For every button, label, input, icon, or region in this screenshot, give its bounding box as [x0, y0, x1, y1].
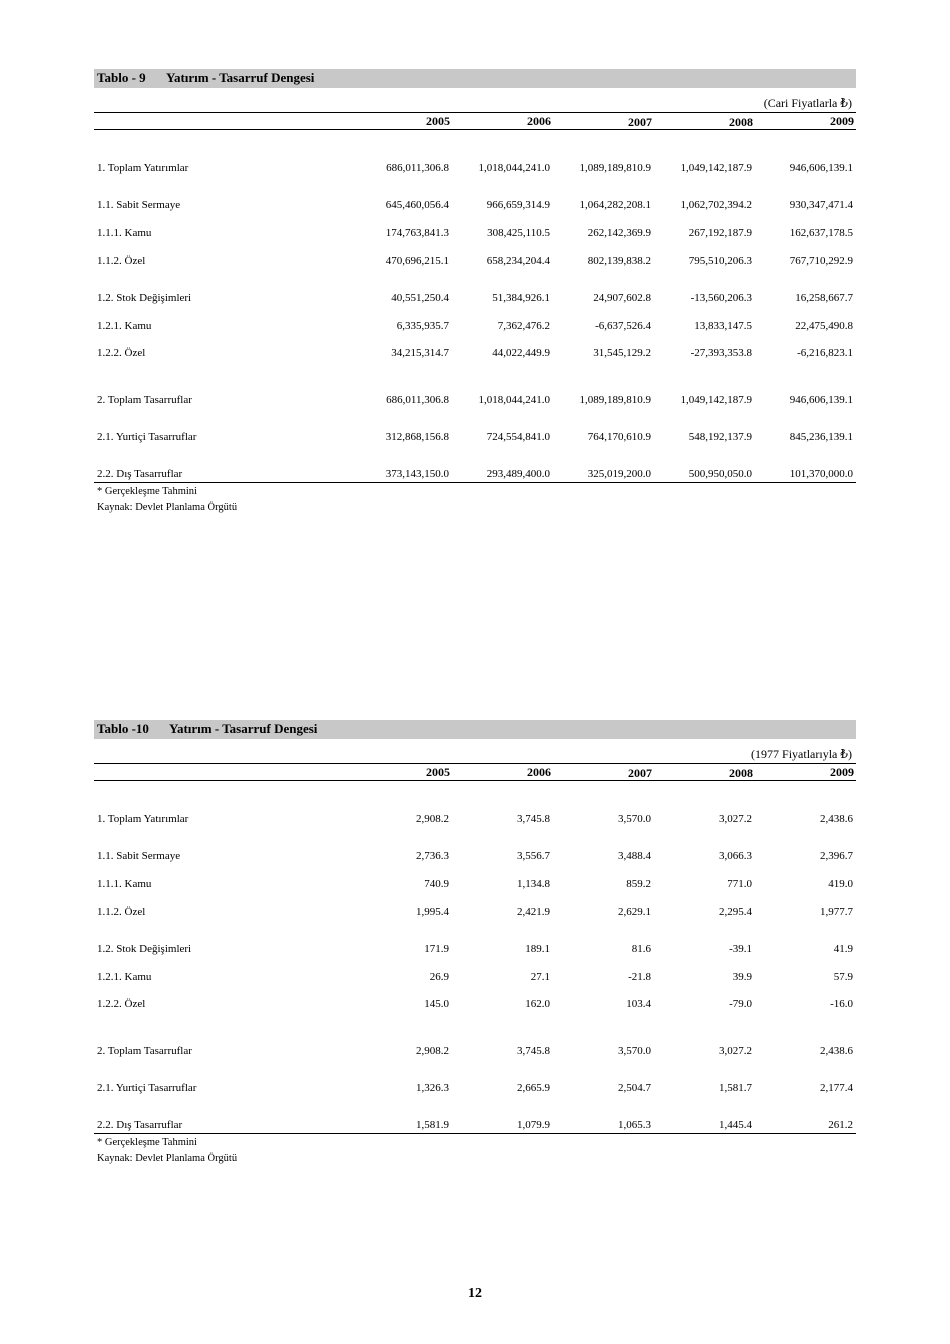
table-cell: 262,142,369.9	[587, 227, 651, 239]
table-cell: 26.9	[429, 971, 449, 983]
table-cell: 189.1	[525, 943, 550, 955]
table-cell: 3,570.0	[618, 813, 651, 825]
table-cell: 548,192,137.9	[688, 431, 752, 443]
table-cell: 3,066.3	[719, 850, 752, 862]
table-cell: 162.0	[525, 998, 550, 1010]
year-header: 2009	[830, 114, 854, 128]
row-label: 2. Toplam Tasarruflar	[97, 394, 192, 406]
footnote: * Gerçekleşme Tahmini	[97, 486, 197, 497]
table-cell: 293,489,400.0	[486, 468, 550, 480]
table-cell: 1,995.4	[416, 906, 449, 918]
table-cell: 41.9	[833, 943, 853, 955]
row-label: 1.1.2. Özel	[97, 906, 146, 918]
table-cell: 686,011,306.8	[386, 394, 449, 406]
year-header: 2007	[628, 115, 652, 129]
table-cell: 24,907,602.8	[593, 292, 651, 304]
table-1	[94, 69, 856, 519]
table-title-bar	[94, 69, 856, 88]
table-cell: 3,745.8	[517, 813, 550, 825]
table-cell: 44,022,449.9	[492, 347, 550, 359]
table-cell: 1,089,189,810.9	[579, 162, 651, 174]
table-cell: 1,049,142,187.9	[680, 394, 752, 406]
table-cell: 1,581.7	[719, 1082, 752, 1094]
table-cell: 1,065.3	[618, 1119, 651, 1131]
row-label: 1.1.1. Kamu	[97, 227, 152, 239]
unit-note: (1977 Fiyatlarıyla ₺)	[751, 747, 852, 761]
table-cell: 261.2	[828, 1119, 853, 1131]
year-header: 2008	[729, 766, 753, 780]
year-header: 2006	[527, 114, 551, 128]
table-cell: 1,581.9	[416, 1119, 449, 1131]
table-cell: 57.9	[833, 971, 853, 983]
table-cell: 802,139,838.2	[587, 255, 651, 267]
table-cell: 645,460,056.4	[385, 199, 449, 211]
source-note: Kaynak: Devlet Planlama Örgütü	[97, 502, 238, 513]
table-cell: -16.0	[830, 998, 853, 1010]
table-cell: 1,062,702,394.2	[680, 199, 752, 211]
year-header: 2005	[426, 114, 450, 128]
table-cell: 308,425,110.5	[487, 227, 550, 239]
table-cell: 1,079.9	[517, 1119, 550, 1131]
table-cell: 3,556.7	[517, 850, 550, 862]
table-cell: 1,977.7	[820, 906, 853, 918]
row-label: 2.2. Dış Tasarruflar	[97, 1119, 183, 1131]
table-cell: 771.0	[727, 878, 752, 890]
table-cell: 2,629.1	[618, 906, 651, 918]
table-cell: -13,560,206.3	[690, 292, 752, 304]
row-label: 1.2.2. Özel	[97, 347, 146, 359]
table-cell: 1,445.4	[719, 1119, 752, 1131]
table-cell: 2,504.7	[618, 1082, 651, 1094]
row-label: 1.1.1. Kamu	[97, 878, 152, 890]
table-cell: -6,216,823.1	[797, 347, 853, 359]
table-cell: 39.9	[732, 971, 752, 983]
table-cell: 1,018,044,241.0	[478, 162, 550, 174]
table-cell: 22,475,490.8	[795, 320, 853, 332]
unit-note: (Cari Fiyatlarla ₺)	[763, 96, 852, 110]
table-cell: 13,833,147.5	[694, 320, 752, 332]
row-label: 1. Toplam Yatırımlar	[97, 813, 189, 825]
table-cell: -39.1	[729, 943, 752, 955]
table-cell: 1,049,142,187.9	[680, 162, 752, 174]
table-cell: 103.4	[626, 998, 651, 1010]
table-cell: 1,326.3	[416, 1082, 449, 1094]
header-top-rule	[94, 112, 856, 113]
year-header: 2005	[426, 765, 450, 779]
table-cell: 3,570.0	[618, 1045, 651, 1057]
year-header: 2006	[527, 765, 551, 779]
table-cell: 373,143,150.0	[385, 468, 449, 480]
table-cell: 40,551,250.4	[391, 292, 449, 304]
table-cell: -79.0	[729, 998, 752, 1010]
table-cell: 2,908.2	[416, 813, 449, 825]
table-cell: 946,606,139.1	[789, 394, 853, 406]
table-cell: 2,438.6	[820, 1045, 853, 1057]
row-label: 2.2. Dış Tasarruflar	[97, 468, 183, 480]
table-cell: 419.0	[828, 878, 853, 890]
table-cell: 966,659,314.9	[486, 199, 550, 211]
table-cell: 2,421.9	[517, 906, 550, 918]
table-cell: 845,236,139.1	[789, 431, 853, 443]
table-cell: 81.6	[631, 943, 651, 955]
table-cell: 145.0	[424, 998, 449, 1010]
table-cell: 3,027.2	[719, 1045, 752, 1057]
table-bottom-rule	[94, 1133, 856, 1134]
table-cell: 859.2	[626, 878, 651, 890]
row-label: 1.2.1. Kamu	[97, 971, 152, 983]
table-cell: 500,950,050.0	[688, 468, 752, 480]
year-header: 2009	[830, 765, 854, 779]
source-note: Kaynak: Devlet Planlama Örgütü	[97, 1153, 238, 1164]
table-cell: 16,258,667.7	[795, 292, 853, 304]
table-title: Yatırım - Tasarruf Dengesi	[169, 721, 318, 736]
table-cell: 2,396.7	[820, 850, 853, 862]
page-number: 12	[468, 1286, 482, 1301]
footnote: * Gerçekleşme Tahmini	[97, 1137, 197, 1148]
row-label: 1.1. Sabit Sermaye	[97, 850, 181, 862]
header-top-rule	[94, 763, 856, 764]
row-label: 1.2. Stok Değişimleri	[97, 943, 192, 955]
table-cell: 27.1	[530, 971, 550, 983]
row-label: 2.1. Yurtiçi Tasarruflar	[97, 431, 197, 443]
table-cell: 3,488.4	[618, 850, 651, 862]
year-header: 2008	[729, 115, 753, 129]
table-cell: 1,089,189,810.9	[579, 394, 651, 406]
table-number: Tablo -10	[97, 721, 149, 736]
table-cell: 1,018,044,241.0	[478, 394, 550, 406]
row-label: 2. Toplam Tasarruflar	[97, 1045, 192, 1057]
row-label: 1.1. Sabit Sermaye	[97, 199, 181, 211]
table-cell: 31,545,129.2	[593, 347, 651, 359]
table-cell: 267,192,187.9	[688, 227, 752, 239]
table-cell: -27,393,353.8	[690, 347, 752, 359]
header-bottom-rule	[94, 780, 856, 781]
table-cell: -6,637,526.4	[595, 320, 651, 332]
row-label: 1. Toplam Yatırımlar	[97, 162, 189, 174]
year-header: 2007	[628, 766, 652, 780]
table-cell: 312,868,156.8	[385, 431, 449, 443]
table-cell: 2,177.4	[820, 1082, 853, 1094]
table-cell: 686,011,306.8	[386, 162, 449, 174]
table-cell: 470,696,215.1	[385, 255, 449, 267]
table-cell: 3,027.2	[719, 813, 752, 825]
table-cell: 174,763,841.3	[385, 227, 449, 239]
table-cell: 767,710,292.9	[789, 255, 853, 267]
row-label: 1.1.2. Özel	[97, 255, 146, 267]
table-cell: 51,384,926.1	[492, 292, 550, 304]
table-cell: 795,510,206.3	[688, 255, 752, 267]
table-cell: 2,438.6	[820, 813, 853, 825]
row-label: 1.2. Stok Değişimleri	[97, 292, 192, 304]
table-cell: 2,665.9	[517, 1082, 550, 1094]
table-title-bar	[94, 720, 856, 739]
table-cell: 658,234,204.4	[486, 255, 550, 267]
row-label: 1.2.1. Kamu	[97, 320, 152, 332]
table-cell: 946,606,139.1	[789, 162, 853, 174]
row-label: 2.1. Yurtiçi Tasarruflar	[97, 1082, 197, 1094]
table-cell: 1,134.8	[517, 878, 550, 890]
table-cell: 724,554,841.0	[486, 431, 550, 443]
table-number: Tablo - 9	[97, 70, 146, 85]
table-cell: 6,335,935.7	[396, 320, 449, 332]
table-cell: 3,745.8	[517, 1045, 550, 1057]
table-title: Yatırım - Tasarruf Dengesi	[166, 70, 315, 85]
row-label: 1.2.2. Özel	[97, 998, 146, 1010]
table-cell: 171.9	[424, 943, 449, 955]
header-bottom-rule	[94, 129, 856, 130]
table-cell: 325,019,200.0	[587, 468, 651, 480]
table-cell: -21.8	[628, 971, 651, 983]
table-cell: 162,637,178.5	[789, 227, 853, 239]
table-cell: 930,347,471.4	[789, 199, 853, 211]
table-bottom-rule	[94, 482, 856, 483]
table-2	[94, 720, 856, 1170]
table-cell: 2,295.4	[719, 906, 752, 918]
table-cell: 764,170,610.9	[587, 431, 651, 443]
table-cell: 2,736.3	[416, 850, 449, 862]
table-cell: 740.9	[424, 878, 449, 890]
table-cell: 101,370,000.0	[789, 468, 853, 480]
table-cell: 2,908.2	[416, 1045, 449, 1057]
table-cell: 34,215,314.7	[391, 347, 449, 359]
table-cell: 7,362,476.2	[497, 320, 550, 332]
table-cell: 1,064,282,208.1	[579, 199, 651, 211]
